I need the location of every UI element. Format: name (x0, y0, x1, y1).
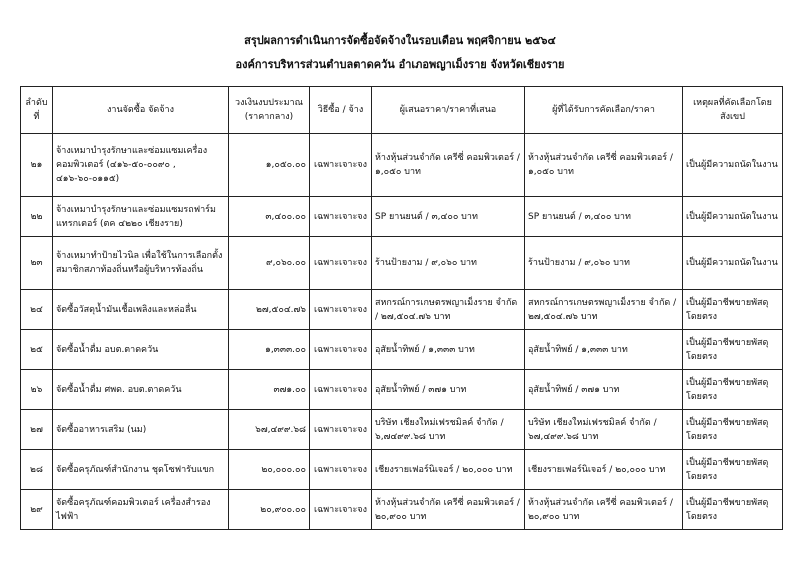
row-no: ๒๑ (21, 134, 53, 197)
table-row (21, 370, 783, 410)
row-no: ๒๕ (21, 330, 53, 370)
table-row (21, 450, 783, 490)
row-method: เฉพาะเจาะจง (310, 410, 372, 450)
row-no: ๒๒ (21, 197, 53, 237)
row-reason: เป็นผู้มีความถนัดในงาน (683, 237, 783, 290)
table-header-row (21, 87, 783, 134)
row-reason: เป็นผู้มีความถนัดในงาน (683, 197, 783, 237)
row-item: จ้างเหมาทำป้ายไวนิล เพื่อใช้ในการเลือกตั้งสมาชิกสภาท้องถิ่นหรือผู้บริหารท้องถิ่น (53, 237, 229, 290)
row-item: จ้างเหมาบำรุงรักษาและซ่อมแซมรถฟาร์มแทรกเตอร์ (ตค ๔๒๒๐ เชียงราย) (53, 197, 229, 237)
procurement-table (20, 86, 783, 530)
row-bidders: อุสัยน้ำทิพย์ / ๓๗๑ บาท (372, 370, 525, 410)
row-no: ๒๖ (21, 370, 53, 410)
row-method: เฉพาะเจาะจง (310, 290, 372, 330)
row-winner: ห้างหุ้นส่วนจำกัด เครีซี่ คอมพิวเตอร์ / ๑,๐๕๐ บาท (525, 134, 683, 197)
row-method: เฉพาะเจาะจง (310, 237, 372, 290)
row-budget: ๙,๐๖๐.๐๐ (229, 237, 310, 290)
row-budget: ๓,๔๐๐.๐๐ (229, 197, 310, 237)
row-method: เฉพาะเจาะจง (310, 450, 372, 490)
row-item: จ้างเหมาบำรุงรักษาและซ่อมแซมเครื่องคอมพิวเตอร์ (๔๑๖-๕๐-๐๐๙๐ , ๔๑๖-๖๐-๐๑๑๕) (53, 134, 229, 197)
row-winner: เชียงรายเฟอร์นิเจอร์ / ๒๐,๐๐๐ บาท (525, 450, 683, 490)
table-row (21, 290, 783, 330)
document-title: สรุปผลการดำเนินการจัดซื้อจัดจ้างในรอบเดือน พฤศจิกายน ๒๕๖๔ (244, 34, 556, 47)
row-budget: ๒๗,๕๐๔.๗๖ (229, 290, 310, 330)
row-winner: SP ยานยนต์ / ๓,๔๐๐ บาท (525, 197, 683, 237)
row-method: เฉพาะเจาะจง (310, 197, 372, 237)
row-bidders: อุสัยน้ำทิพย์ / ๑,๓๓๓ บาท (372, 330, 525, 370)
row-bidders: SP ยานยนต์ / ๓,๔๐๐ บาท (372, 197, 525, 237)
row-budget: ๑,๐๕๐.๐๐ (229, 134, 310, 197)
row-winner: ร้านป้ายงาม / ๙,๐๖๐ บาท (525, 237, 683, 290)
header-no: ลำดับที่ (21, 87, 53, 134)
table-row (21, 330, 783, 370)
row-winner: บริษัท เชียงใหม่เฟรชมิลค์ จำกัด / ๖๗,๔๙๙.๖๘ บาท (525, 410, 683, 450)
row-bidders: บริษัท เชียงใหม่เฟรชมิลค์ จำกัด / ๖,๗๔๙๙.๖๘ บาท (372, 410, 525, 450)
header-winner: ผู้ที่ได้รับการคัดเลือก/ราคา (525, 87, 683, 134)
document-subtitle: องค์การบริหารส่วนตำบลตาดควัน อำเภอพญาเม็งราย จังหวัดเชียงราย (235, 58, 565, 71)
row-budget: ๒๐,๙๐๐.๐๐ (229, 490, 310, 530)
table-row (21, 197, 783, 237)
row-method: เฉพาะเจาะจง (310, 134, 372, 197)
row-winner: อุสัยน้ำทิพย์ / ๓๗๑ บาท (525, 370, 683, 410)
row-no: ๒๙ (21, 490, 53, 530)
row-budget: ๑,๓๓๓.๐๐ (229, 330, 310, 370)
row-budget: ๓๗๑.๐๐ (229, 370, 310, 410)
row-reason: เป็นผู้มีอาชีพขายพัสดุโดยตรง (683, 450, 783, 490)
row-item: จัดซื้อวัสดุน้ำมันเชื้อเพลิงและหล่อลื่น (53, 290, 229, 330)
row-item: จัดซื้อน้ำดื่ม ศพด. อบต.ตาดควัน (53, 370, 229, 410)
row-reason: เป็นผู้มีอาชีพขายพัสดุโดยตรง (683, 410, 783, 450)
row-method: เฉพาะเจาะจง (310, 490, 372, 530)
row-item: จัดซื้อน้ำดื่ม อบต.ตาดควัน (53, 330, 229, 370)
row-winner: อุสัยน้ำทิพย์ / ๑,๓๓๓ บาท (525, 330, 683, 370)
header-budget: วงเงินงบประมาณ (ราคากลาง) (229, 87, 310, 134)
table-row (21, 410, 783, 450)
row-no: ๒๘ (21, 450, 53, 490)
row-no: ๒๔ (21, 290, 53, 330)
row-budget: ๒๐,๐๐๐.๐๐ (229, 450, 310, 490)
row-method: เฉพาะเจาะจง (310, 330, 372, 370)
table-row (21, 237, 783, 290)
header-method: วิธีซื้อ / จ้าง (310, 87, 372, 134)
row-reason: เป็นผู้มีอาชีพขายพัสดุโดยตรง (683, 370, 783, 410)
row-method: เฉพาะเจาะจง (310, 370, 372, 410)
header-bidders: ผู้เสนอราคา/ราคาที่เสนอ (372, 87, 525, 134)
row-bidders: ห้างหุ้นส่วนจำกัด เครีซี่ คอมพิวเตอร์ / ๑,๐๕๐ บาท (372, 134, 525, 197)
row-bidders: เชียงรายเฟอร์นิเจอร์ / ๒๐,๐๐๐ บาท (372, 450, 525, 490)
table-row (21, 490, 783, 530)
row-no: ๒๗ (21, 410, 53, 450)
row-bidders: สหกรณ์การเกษตรพญาเม็งราย จำกัด / ๒๗,๕๐๔.๗๖ บาท (372, 290, 525, 330)
row-no: ๒๓ (21, 237, 53, 290)
header-item: งานจัดซื้อ จัดจ้าง (53, 87, 229, 134)
row-reason: เป็นผู้มีอาชีพขายพัสดุโดยตรง (683, 330, 783, 370)
row-bidders: ห้างหุ้นส่วนจำกัด เครีซี่ คอมพิวเตอร์ / ๒๐,๙๐๐ บาท (372, 490, 525, 530)
row-winner: ห้างหุ้นส่วนจำกัด เครีซี่ คอมพิวเตอร์ / ๒๐,๙๐๐ บาท (525, 490, 683, 530)
row-reason: เป็นผู้มีความถนัดในงาน (683, 134, 783, 197)
table-row (21, 134, 783, 197)
row-item: จัดซื้อครุภัณฑ์คอมพิวเตอร์ เครื่องสำรองไฟฟ้า (53, 490, 229, 530)
row-winner: สหกรณ์การเกษตรพญาเม็งราย จำกัด / ๒๗,๕๐๔.๗๖ บาท (525, 290, 683, 330)
row-reason: เป็นผู้มีอาชีพขายพัสดุโดยตรง (683, 290, 783, 330)
row-budget: ๖๗,๔๙๙.๖๘ (229, 410, 310, 450)
row-item: จัดซื้อครุภัณฑ์สำนักงาน ชุดโซฟารับแขก (53, 450, 229, 490)
row-bidders: ร้านป้ายงาม / ๙,๐๖๐ บาท (372, 237, 525, 290)
row-item: จัดซื้ออาหารเสริม (นม) (53, 410, 229, 450)
header-reason: เหตุผลที่คัดเลือกโดยสังเขป (683, 87, 783, 134)
row-reason: เป็นผู้มีอาชีพขายพัสดุโดยตรง (683, 490, 783, 530)
